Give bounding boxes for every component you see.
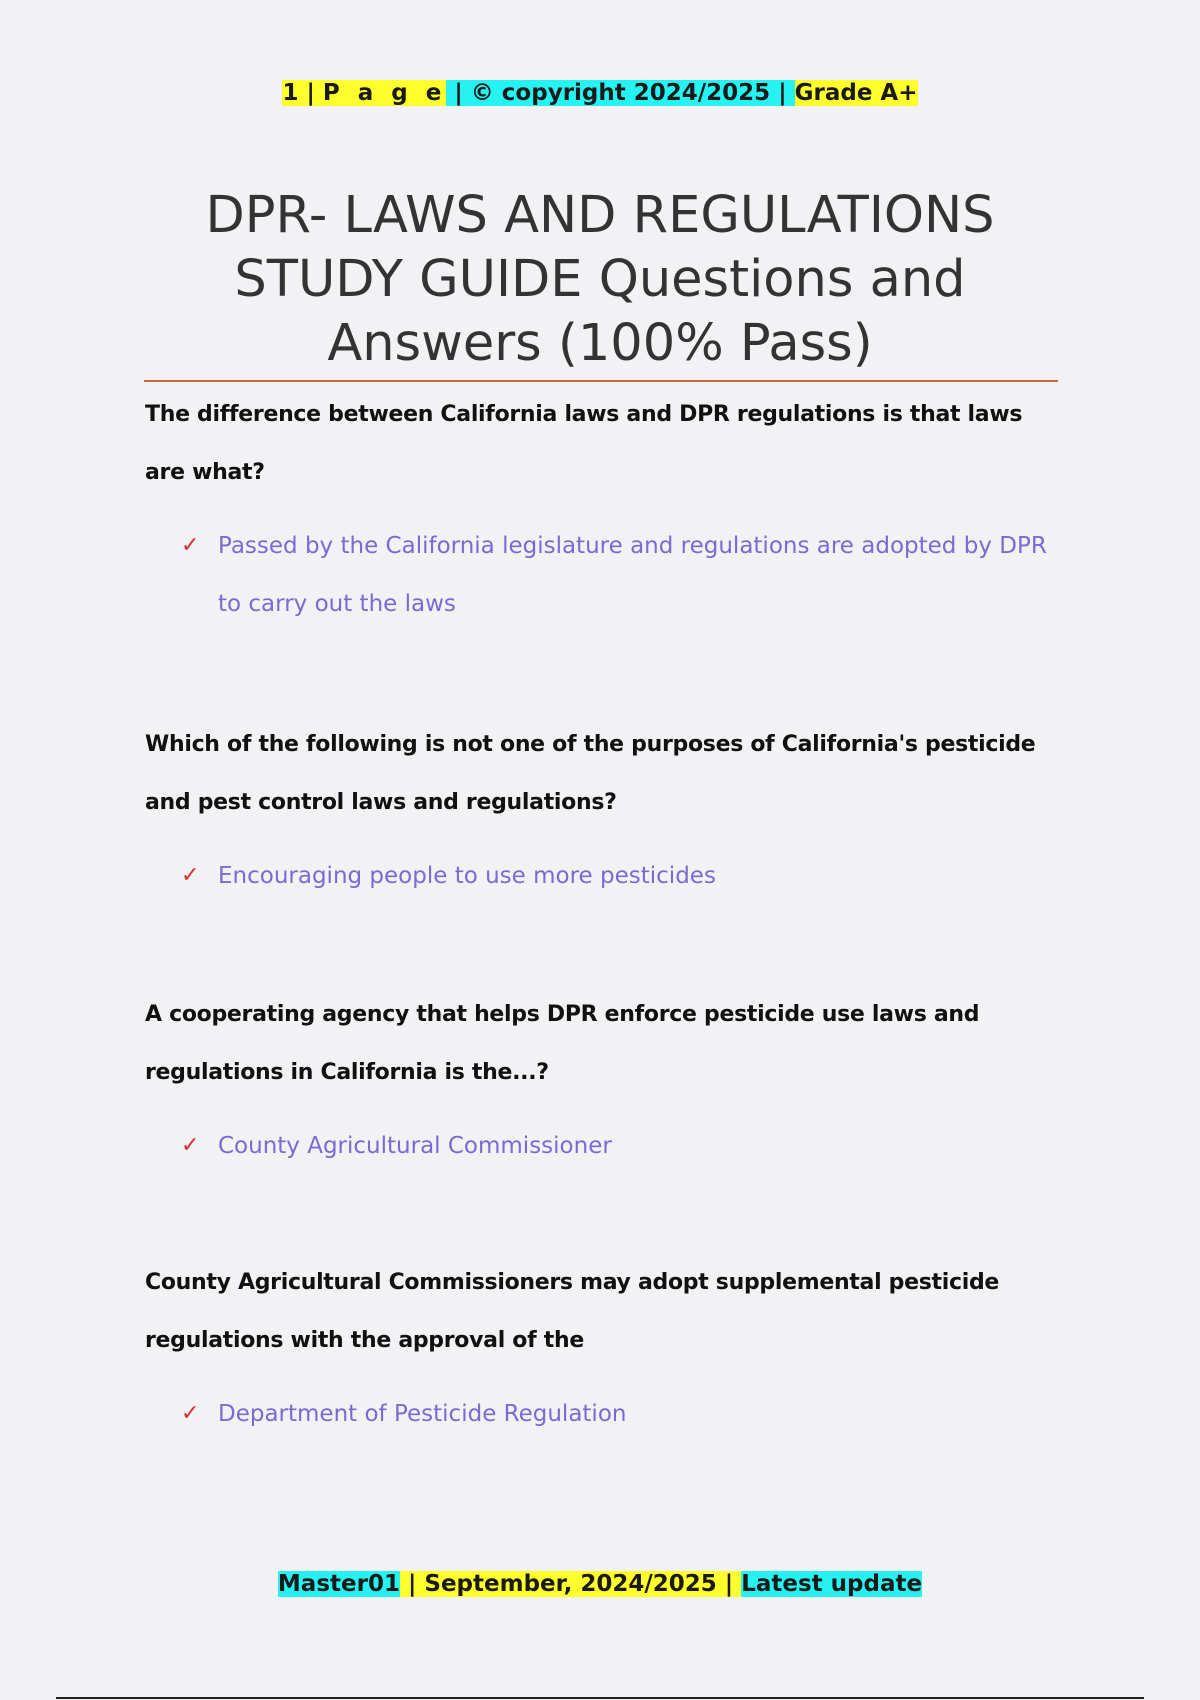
answer-text: Encouraging people to use more pesticides	[218, 863, 716, 889]
footer-date: | September, 2024/2025 |	[399, 1571, 742, 1597]
qa-item-4	[145, 1254, 1065, 1443]
check-icon: ✓	[181, 1401, 200, 1426]
document-title: DPR- LAWS AND REGULATIONS STUDY GUIDE Questions and Answers (100% Pass)	[205, 186, 995, 373]
question-text: Which of the following is not one of the purposes of California's pesticide and pest control laws and regulations?	[145, 732, 1036, 815]
header-grade: Grade A+	[794, 80, 918, 106]
page-header	[0, 74, 1200, 112]
question-text: The difference between California laws and DPR regulations is that laws are what?	[145, 402, 1023, 485]
answer	[145, 847, 1065, 905]
bottom-divider	[56, 1697, 1144, 1699]
answer	[145, 517, 1065, 633]
answer-text: Passed by the California legislature and regulations are adopted by DPR to carry out the laws	[218, 533, 1047, 617]
footer-author: Master01	[277, 1571, 400, 1597]
check-icon: ✓	[181, 1133, 200, 1158]
footer-status: Latest update	[741, 1571, 923, 1597]
question-text: County Agricultural Commissioners may adopt supplemental pesticide regulations with the approval of the	[145, 1270, 1000, 1353]
answer	[145, 1385, 1065, 1443]
header-copyright: | © copyright 2024/2025 |	[446, 80, 795, 106]
title-divider	[144, 380, 1058, 382]
header-page-number: 1 |	[282, 80, 323, 106]
page-footer	[0, 1566, 1200, 1602]
qa-item-3	[145, 986, 1065, 1175]
answer	[145, 1117, 1065, 1175]
question-text: A cooperating agency that helps DPR enforce pesticide use laws and regulations in California is the...?	[145, 1002, 980, 1085]
qa-item-2	[145, 716, 1065, 905]
check-icon: ✓	[181, 863, 200, 888]
answer-text: County Agricultural Commissioner	[218, 1133, 612, 1159]
qa-item-1	[145, 386, 1065, 633]
check-icon: ✓	[181, 533, 200, 558]
header-page-word: P a g e	[322, 80, 447, 106]
answer-text: Department of Pesticide Regulation	[218, 1401, 627, 1427]
